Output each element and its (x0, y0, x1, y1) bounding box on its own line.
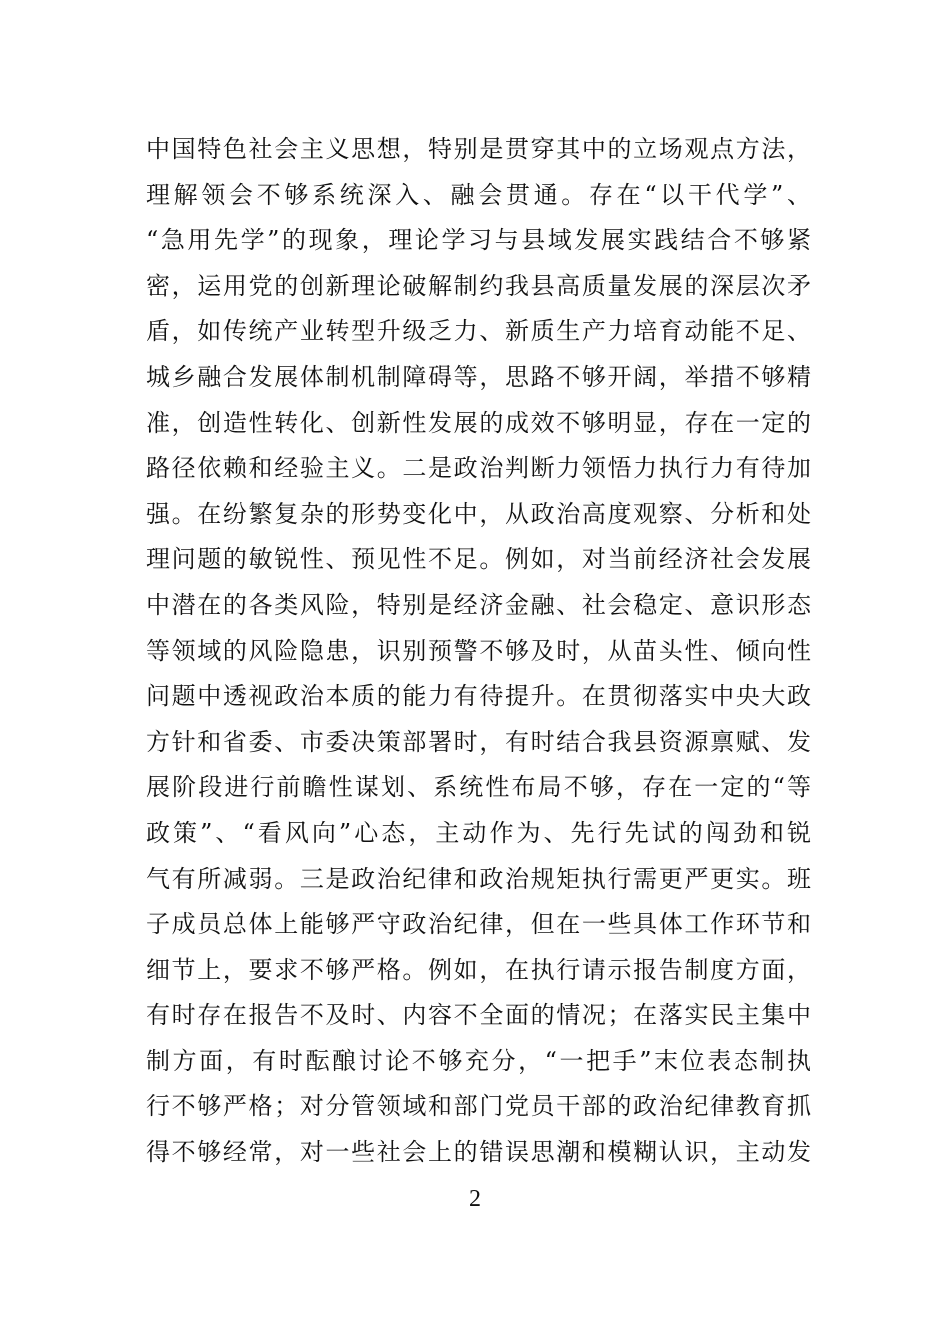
text-line: 问题中透视政治本质的能力有待提升。在贯彻落实中央大政 (146, 682, 811, 711)
text-line: 得不够经常，对一些社会上的错误思潮和模糊认识，主动发 (146, 1138, 811, 1167)
text-line: “急用先学”的现象，理论学习与县域发展实践结合不够紧 (146, 226, 811, 255)
text-line: 子成员总体上能够严守政治纪律，但在一些具体工作环节和 (146, 910, 811, 939)
text-line: 政策”、“看风向”心态，主动作为、先行先试的闯劲和锐 (146, 818, 811, 847)
text-line: 城乡融合发展体制机制障碍等，思路不够开阔，举措不够精 (146, 362, 811, 391)
text-line: 行不够严格；对分管领域和部门党员干部的政治纪律教育抓 (146, 1092, 811, 1121)
text-line: 盾，如传统产业转型升级乏力、新质生产力培育动能不足、 (146, 317, 811, 346)
text-line: 制方面，有时酝酿讨论不够充分，“一把手”末位表态制执 (146, 1046, 811, 1075)
text-line: 等领域的风险隐患，识别预警不够及时，从苗头性、倾向性 (146, 636, 811, 665)
text-line: 准，创造性转化、创新性发展的成效不够明显，存在一定的 (146, 408, 811, 437)
text-line: 强。在纷繁复杂的形势变化中，从政治高度观察、分析和处 (146, 499, 811, 528)
text-line: 细节上，要求不够严格。例如，在执行请示报告制度方面， (146, 955, 811, 984)
text-line: 理问题的敏锐性、预见性不足。例如，对当前经济社会发展 (146, 545, 811, 574)
text-line: 气有所减弱。三是政治纪律和政治规矩执行需更严更实。班 (146, 864, 811, 893)
text-line: 密，运用党的创新理论破解制约我县高质量发展的深层次矛 (146, 271, 811, 300)
page-number: 2 (469, 1186, 481, 1212)
text-line: 理解领会不够系统深入、融会贯通。存在“以干代学”、 (146, 180, 811, 209)
text-line: 展阶段进行前瞻性谋划、系统性布局不够，存在一定的“等 (146, 773, 811, 802)
text-line: 有时存在报告不及时、内容不全面的情况；在落实民主集中 (146, 1001, 811, 1030)
text-line: 路径依赖和经验主义。二是政治判断力领悟力执行力有待加 (146, 454, 811, 483)
text-line: 中潜在的各类风险，特别是经济金融、社会稳定、意识形态 (146, 590, 811, 619)
text-line: 中国特色社会主义思想，特别是贯穿其中的立场观点方法， (146, 135, 811, 163)
text-line: 方针和省委、市委决策部署时，有时结合我县资源禀赋、发 (146, 727, 811, 756)
body-text (146, 127, 811, 1176)
